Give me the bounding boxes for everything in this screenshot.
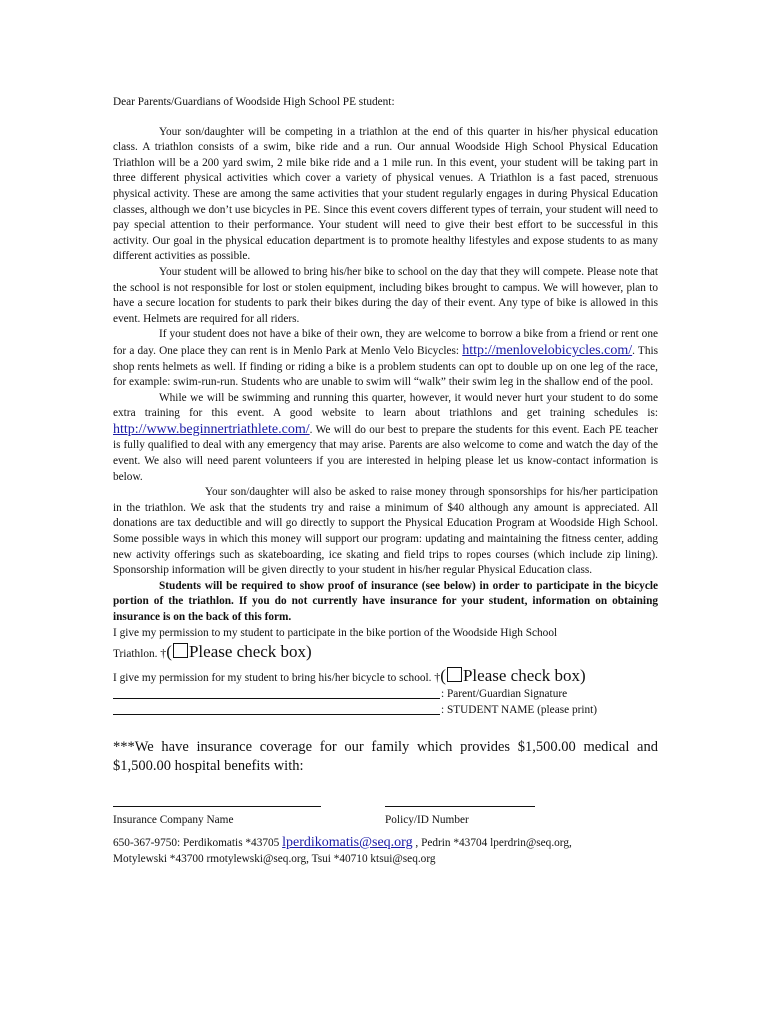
insurance-company-column xyxy=(113,796,321,829)
student-name-field[interactable] xyxy=(113,703,440,715)
beginner-triathlete-link[interactable]: http://www.beginnertriathlete.com/ xyxy=(113,421,310,437)
policy-id-column xyxy=(385,796,535,829)
insurance-statement: ***We have insurance coverage for our family which provides $1,500.00 medical and $1,500.00 hospital benefits with: xyxy=(113,739,658,775)
rental-text: . This shop rents helmets as well. If finding or riding a bike is a problem students can opt to double up on one leg of the race, for example: swim-run-run. Students who are unable to swim will “walk” their swim leg in the shallow end of the pool. xyxy=(113,344,659,389)
permission-bike-portion-text: I give my permission to my student to participate in the bike portion of the Woodside High School xyxy=(113,626,558,639)
insurance-company-label: Insurance Company Name xyxy=(113,814,234,827)
parent-signature-field[interactable] xyxy=(113,687,440,699)
menlo-velo-link[interactable]: http://menlovelobicycles.com/ xyxy=(462,342,633,358)
contact-phone-perdikomatis: 650-367-9750: Perdikomatis *43705 xyxy=(113,836,280,849)
contact-pedrin: , Pedrin *43704 lperdrin@seq.org, xyxy=(415,836,572,849)
policy-id-label: Policy/ID Number xyxy=(385,814,469,827)
paragraph-intro: Your son/daughter will be competing in a triathlon at the end of this quarter in his/her physical education class. A triathlon consists of a swim, bike ride and a run. Our annual Woodside High School Physical Education Triathlon will be a 200 yard swim, 2 mile bike ride and a 1 mile run. In this event, your student will be taking part in three different physical activities which cover a variety of physical venues. A Triathlon is a fast paced, strenuous physical activity. These are among the same activities that your student regularly engages in during Physical Education classes, although we don’t use bicycles in PE. Since this event covers different types of terrain, your student will need to pay special attention to their performance. Your student will need to give their best effort to be successful in this activity. Our goal in the physical education department is to promote healthy lifestyles and expose students to as many different activities as possible. xyxy=(113,125,658,263)
permission-bring-bike xyxy=(113,665,658,687)
dagger-mark: † xyxy=(160,646,167,661)
permission-bike-portion-text-2: Triathlon. xyxy=(113,648,158,661)
checkbox-group-bring-bike xyxy=(440,666,585,685)
paragraph-training xyxy=(113,391,658,486)
dagger-mark: † xyxy=(434,670,441,685)
insurance-company-field[interactable] xyxy=(113,796,321,807)
checkbox-group-bike-portion xyxy=(166,642,311,661)
open-paren: ( xyxy=(166,642,172,662)
bike-portion-checkbox[interactable] xyxy=(173,643,188,658)
salutation: Dear Parents/Guardians of Woodside High School PE student: xyxy=(113,96,395,108)
paragraph-sponsorship: Your son/daughter will also be asked to raise money through sponsorships for his/her participation in the triathlon. We ask that the students try and raise a minimum of $40 although any amount is appreciated. All donations are tax deductible and will go directly to support the Physical Education Program at Woodside High School. Some possible ways in which this money will support our program: updating and maintaining the fitness center, adding new activity offerings such as skateboarding, ice skating and field trips to ropes courses (which include zip lining). Sponsorship information will be given directly to your student in his/her regular Physical Education class. xyxy=(113,486,658,577)
insurance-notice: Students will be required to show proof of insurance (see below) in order to participate in the bicycle portion of the triathlon. If you do not currently have insurance for your student, information on obtaining insurance is on the back of this form. xyxy=(113,579,658,623)
training-text: While we will be swimming and running this quarter, however, it would never hurt your student to do some extra training for this event. A good website to learn about triathlons and get training schedules is: xyxy=(113,391,658,420)
contact-info xyxy=(113,835,658,867)
check-label: Please check box) xyxy=(188,642,312,662)
permission-bring-bike-text: I give my permission for my student to bring his/her bicycle to school. xyxy=(113,672,432,685)
preparation-text: . We will do our best to prepare the students for this event. Each PE teacher is fully qualified to deal with any emergency that may arise. Parents are also welcome to come and watch the day of the event. We also will need parent volunteers if you are interested in helping please let us know-contact information is below. xyxy=(113,423,658,483)
check-label: Please check box) xyxy=(462,666,586,686)
insurance-fields xyxy=(113,796,658,829)
contact-motylewski-tsui: Motylewski *43700 rmotylewski@seq.org, Tsui *40710 ktsui@seq.org xyxy=(113,852,436,865)
student-name-row xyxy=(113,703,658,719)
permission-bike-portion xyxy=(113,626,658,664)
letter-body xyxy=(113,95,658,867)
bring-bike-checkbox[interactable] xyxy=(447,667,462,682)
parent-signature-label: : Parent/Guardian Signature xyxy=(441,688,568,701)
paragraph-borrow-bike xyxy=(113,327,658,390)
student-name-label: : STUDENT NAME (please print) xyxy=(441,703,598,716)
open-paren: ( xyxy=(440,666,446,686)
perdikomatis-email-link[interactable]: lperdikomatis@seq.org xyxy=(282,834,413,850)
policy-id-field[interactable] xyxy=(385,796,535,807)
parent-signature-row xyxy=(113,687,658,703)
borrow-text: If your student does not have a bike of their own, they are welcome to borrow a bike from a friend or rent one for a day. One place they can rent is in Menlo Park at Menlo Velo Bicycles: xyxy=(113,328,658,357)
paragraph-bikes: Your student will be allowed to bring his/her bike to school on the day that they will compete. Please note that the school is not responsible for lost or stolen equipment, including bikes brought to campus. We will however, plan to have a secure location for students to park their bikes during the day of their event. Any type of bike is allowed in this event. Helmets are required for all riders. xyxy=(113,265,658,325)
